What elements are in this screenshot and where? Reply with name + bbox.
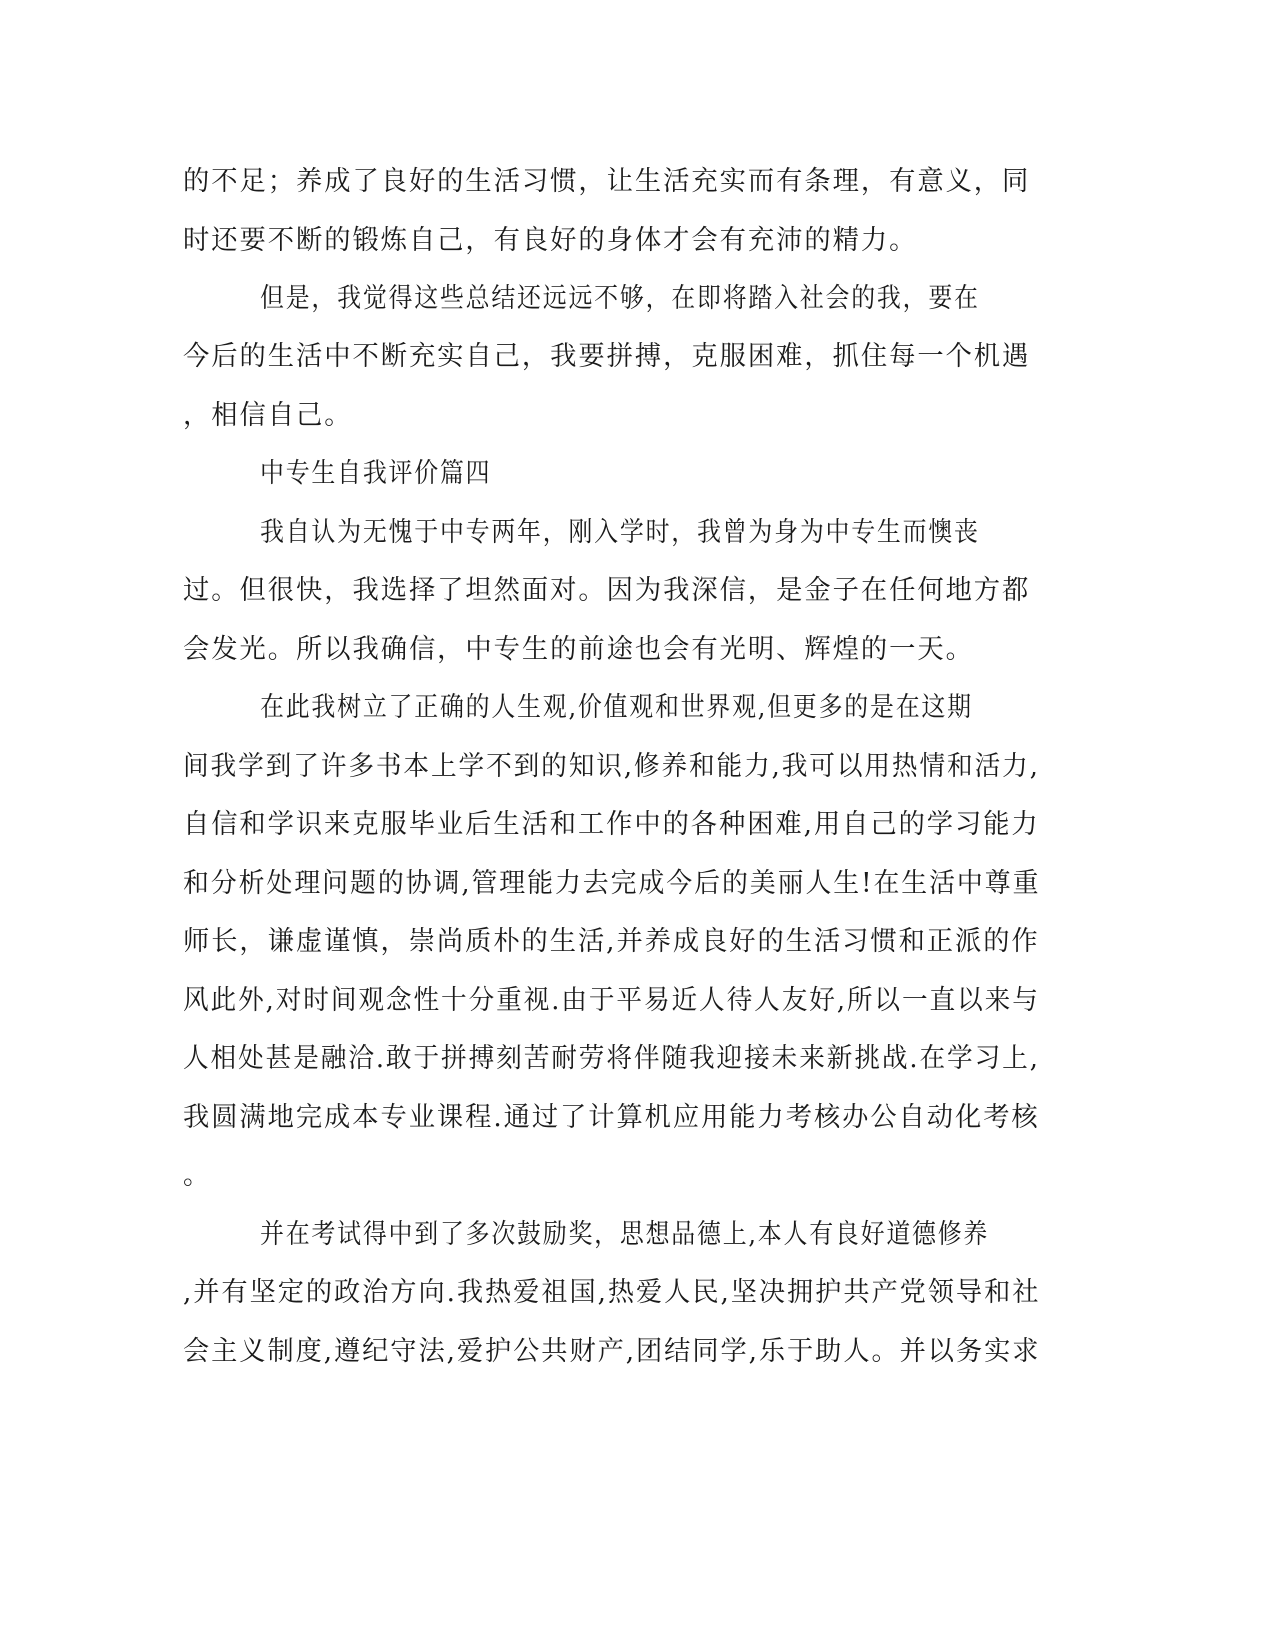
text-line: 间我学到了许多书本上学不到的知识,修养和能力,我可以用热情和活力, bbox=[183, 751, 1040, 782]
text-line: ,并有坚定的政治方向.我热爱祖国,热爱人民,坚决拥护共产党领导和社 bbox=[183, 1277, 1041, 1308]
text-line: 。 bbox=[183, 1160, 212, 1191]
text-line: 会主义制度,遵纪守法,爱护公共财产,团结同学,乐于助人。并以务实求 bbox=[183, 1336, 1041, 1367]
text-line: 在此我树立了正确的人生观,价值观和世界观,但更多的是在这期 bbox=[260, 692, 973, 723]
text-line: 今后的生活中不断充实自己，我要拼搏，克服困难，抓住每一个机遇 bbox=[183, 341, 1031, 372]
text-line: 会发光。所以我确信，中专生的前途也会有光明、辉煌的一天。 bbox=[183, 634, 974, 665]
text-line: 自信和学识来克服毕业后生活和工作中的各种困难,用自己的学习能力 bbox=[183, 809, 1040, 840]
text-line: 师长，谦虚谨慎，崇尚质朴的生活,并养成良好的生活习惯和正派的作 bbox=[183, 926, 1040, 957]
text-line: 和分析处理问题的协调,管理能力去完成今后的美丽人生!在生活中尊重 bbox=[183, 868, 1041, 899]
text-line: 时还要不断的锻炼自己，有良好的身体才会有充沛的精力。 bbox=[183, 225, 918, 256]
text-line: 并在考试得中到了多次鼓励奖，思想品德上,本人有良好道德修养 bbox=[260, 1219, 990, 1250]
text-line: 我圆满地完成本专业课程.通过了计算机应用能力考核办公自动化考核 bbox=[183, 1102, 1040, 1133]
text-line: 我自认为无愧于中专两年，刚入学时，我曾为身为中专生而懊丧 bbox=[260, 517, 980, 548]
text-line: 过。但很快，我选择了坦然面对。因为我深信，是金子在任何地方都 bbox=[183, 575, 1031, 606]
section-heading: 中专生自我评价篇四 bbox=[260, 458, 492, 489]
text-line: 风此外,对时间观念性十分重视.由于平易近人待人友好,所以一直以来与 bbox=[183, 985, 1040, 1016]
text-line: 的不足；养成了良好的生活习惯，让生活充实而有条理，有意义，同 bbox=[183, 166, 1031, 197]
text-line: 人相处甚是融洽.敢于拼搏刻苦耐劳将伴随我迎接未来新挑战.在学习上, bbox=[183, 1043, 1040, 1074]
text-line: 但是，我觉得这些总结还远远不够，在即将踏入社会的我，要在 bbox=[260, 283, 980, 314]
text-line: ，相信自己。 bbox=[183, 400, 353, 431]
